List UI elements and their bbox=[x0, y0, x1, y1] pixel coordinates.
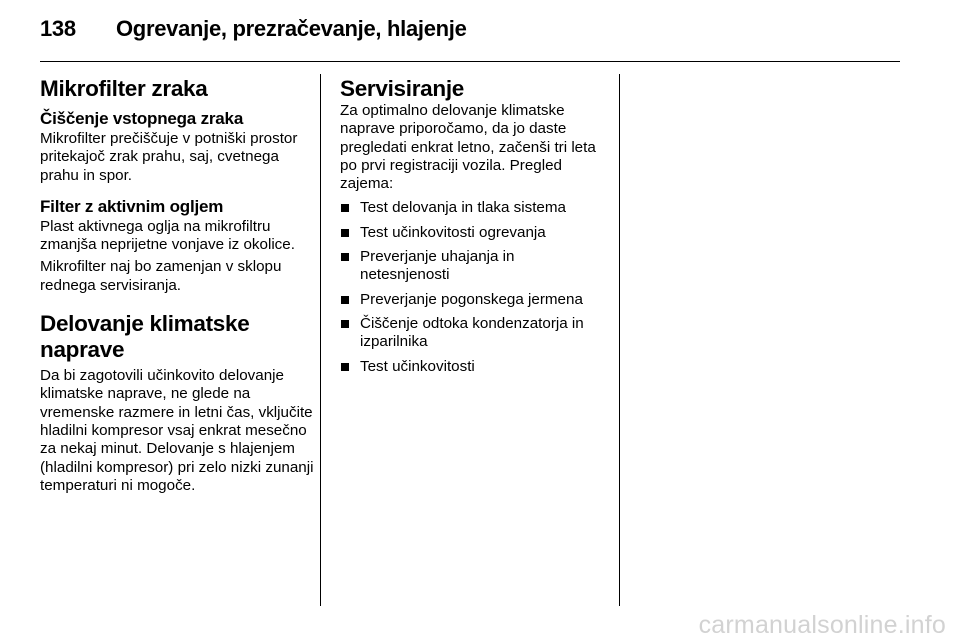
list-item: Preverjanje pogonskega jermena bbox=[340, 291, 602, 309]
section-title-servicing: Servisiranje bbox=[340, 76, 464, 101]
page-number: 138 bbox=[40, 16, 76, 41]
list-item: Test učinkovitosti bbox=[340, 358, 602, 376]
paragraph-air-cleaning: Mikrofilter prečiščuje v potniški prostor pritekajoč zrak prahu, saj, cvetnega prahu in spor. bbox=[40, 130, 298, 184]
subsection-title-air-cleaning: Čiščenje vstopnega zraka bbox=[40, 109, 244, 128]
column-divider-left bbox=[320, 74, 321, 606]
bullet-square-icon bbox=[341, 363, 349, 371]
paragraph-ac-operation: Da bi zagotovili učinkovito delovanje klimatske naprave, ne glede na vremenske razmere in letni čas, vključite hladilni kompresor vsaj enkrat mesečno za nekaj minut. Delovanje s hlajenjem (hladilni kompresor) pri zelo nizki zunanji temperaturi ni mogoče. bbox=[40, 367, 314, 494]
bullet-square-icon bbox=[341, 296, 349, 304]
paragraph-servicing-intro: Za optimalno delovanje klimatske naprave priporočamo, da jo daste pregledati enkrat letno, začenši tri leta po prvi registraciji vozila. Pregled zajema: bbox=[340, 102, 596, 193]
list-item: Test delovanja in tlaka sistema bbox=[340, 199, 602, 217]
watermark: carmanualsonline.info bbox=[698, 611, 946, 639]
servicing-checklist bbox=[340, 199, 602, 375]
list-item: Čiščenje odtoka kondenzatorja in izparilnika bbox=[340, 315, 602, 352]
bullet-square-icon bbox=[341, 204, 349, 212]
bullet-square-icon bbox=[341, 229, 349, 237]
chapter-title: Ogrevanje, prezračevanje, hlajenje bbox=[116, 16, 467, 41]
section-title-microfilter: Mikrofilter zraka bbox=[40, 76, 208, 101]
list-item: Test učinkovitosti ogrevanja bbox=[340, 224, 602, 242]
section-title-ac-operation: Delovanje klimatske naprave bbox=[40, 311, 250, 363]
header-rule bbox=[40, 61, 900, 62]
page-header bbox=[40, 16, 910, 56]
bullet-square-icon bbox=[341, 253, 349, 261]
bullet-square-icon bbox=[341, 320, 349, 328]
paragraph-carbon-filter: Plast aktivnega oglja na mikrofiltru zmanjša neprijetne vonjave iz okolice. bbox=[40, 217, 295, 254]
column-divider-right bbox=[619, 74, 620, 606]
left-column bbox=[40, 76, 315, 495]
list-item: Preverjanje uhajanja in netesnjenosti bbox=[340, 248, 602, 285]
subsection-title-carbon-filter: Filter z aktivnim ogljem bbox=[40, 196, 224, 216]
right-column bbox=[340, 76, 602, 382]
paragraph-filter-replacement: Mikrofilter naj bo zamenjan v sklopu rednega servisiranja. bbox=[40, 258, 282, 294]
